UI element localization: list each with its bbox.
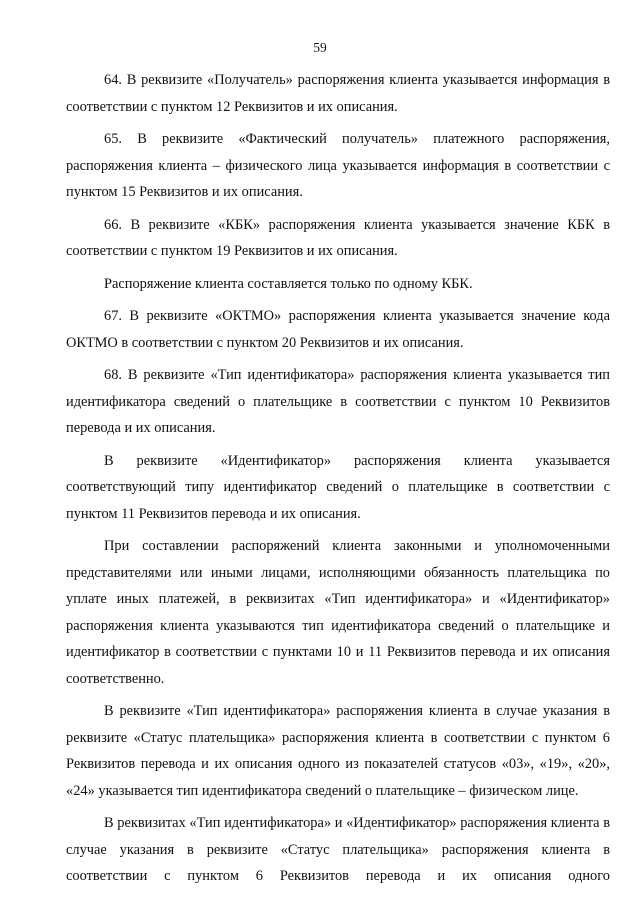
paragraph-continuation: В реквизитах «Тип идентификатора» и «Идентификатор» распоряжения клиента в случае указания в реквизите «Статус плательщика» распоряжения клиента в соответствии с пунктом 6 Реквизитов перевода и их описания одного	[66, 815, 610, 884]
paragraph-66-note: Распоряжение клиента составляется только по одному КБК.	[104, 275, 473, 292]
page-number: 59	[313, 40, 327, 55]
paragraph-65: 65. В реквизите «Фактический получатель» платежного распоряжения, распоряжения клиента – физического лица указывается информация в соответствии с пунктом 15 Реквизитов и их описания.	[66, 131, 610, 200]
paragraph-representatives: При составлении распоряжений клиента законными и уполномоченными представителями или иными лицами, исполняющими обязанность плательщика по уплате иных платежей, в реквизитах «Тип идентификатора» и «Идентификатор» распоряжения клиента указываются тип идентификатора сведений о плательщике и идентификатор в соответствии с пунктами 10 и 11 Реквизитов перевода и их описания соответственно.	[66, 538, 610, 687]
paragraph-status-types: В реквизите «Тип идентификатора» распоряжения клиента в случае указания в реквизите «Статус плательщика» распоряжения клиента в соответствии с пунктом 6 Реквизитов перевода и их описания одного из показателей статусов «03», «19», «20», «24» указывается тип идентификатора сведений о плательщике – физическом лице.	[66, 703, 610, 799]
paragraph-64: 64. В реквизите «Получатель» распоряжения клиента указывается информация в соответствии с пунктом 12 Реквизитов и их описания.	[66, 72, 610, 115]
document-body	[66, 67, 610, 896]
paragraph-66: 66. В реквизите «КБК» распоряжения клиента указывается значение КБК в соответствии с пунктом 19 Реквизитов и их описания.	[66, 216, 610, 259]
paragraph-identifier: В реквизите «Идентификатор» распоряжения клиента указывается соответствующий типу идентификатор сведений о плательщике в соответствии с пунктом 11 Реквизитов перевода и их описания.	[66, 452, 610, 522]
paragraph-68: 68. В реквизите «Тип идентификатора» распоряжения клиента указывается тип идентификатора сведений о плательщике в соответствии с пунктом 10 Реквизитов перевода и их описания.	[66, 367, 610, 436]
paragraph-67: 67. В реквизите «ОКТМО» распоряжения клиента указывается значение кода ОКТМО в соответствии с пунктом 20 Реквизитов и их описания.	[66, 308, 610, 351]
